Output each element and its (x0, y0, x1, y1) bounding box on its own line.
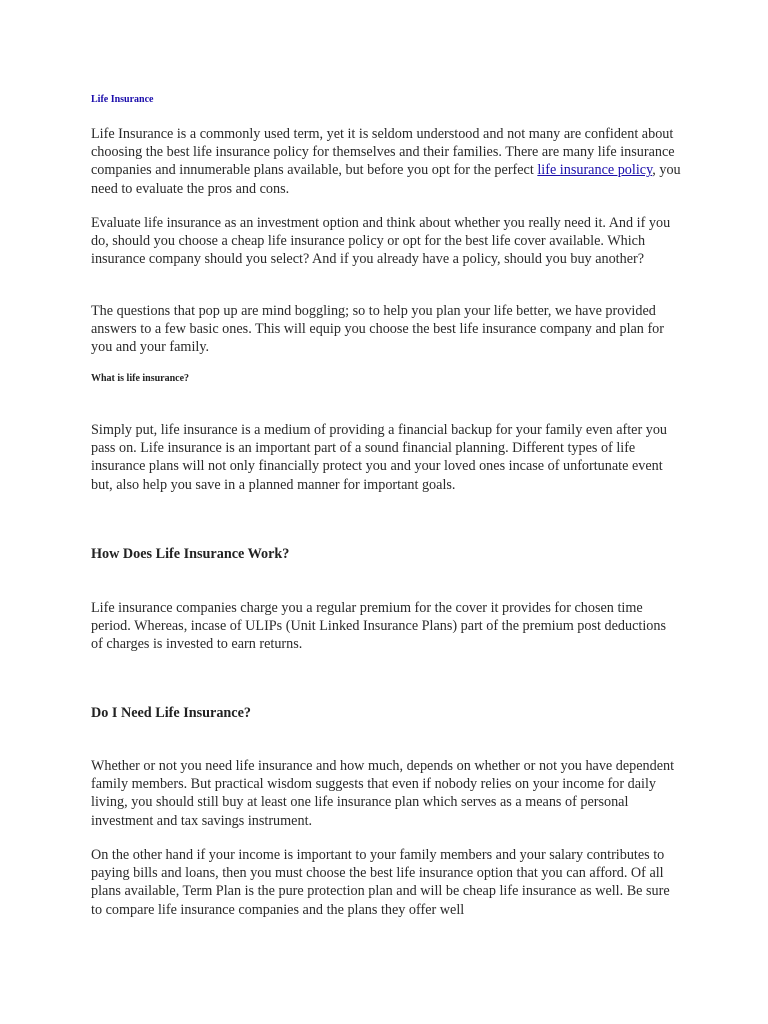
life-insurance-policy-link[interactable]: life insurance policy (537, 162, 653, 179)
intro-paragraph (91, 125, 681, 198)
intro-text-end: , you need to evaluate the pros and cons. (91, 162, 681, 197)
evaluate-paragraph: Evaluate life insurance as an investment option and think about whether you really need it. And if you do, should you choose a cheap life insurance policy or opt for the best life cover available. Which insurance company should you select? And if you already have a policy, should you buy another? (91, 215, 671, 268)
how-does-it-work-heading: How Does Life Insurance Work? (91, 546, 290, 562)
do-i-need-heading: Do I Need Life Insurance? (91, 705, 251, 721)
how-it-works-paragraph: Life insurance companies charge you a regular premium for the cover it provides for chosen time period. Whereas, incase of ULIPs (Unit Linked Insurance Plans) part of the premium post deductions of charges is invested to earn returns. (91, 600, 666, 653)
what-is-life-insurance-heading: What is life insurance? (91, 373, 190, 384)
intro-text: Life Insurance is a commonly used term, yet it is seldom understood and not many are confident about choosing the best life insurance policy for themselves and their families. There are many life insurance companies and innumerable plans available, but before you opt for the perfect (91, 126, 675, 179)
questions-paragraph: The questions that pop up are mind boggling; so to help you plan your life better, we have provided answers to a few basic ones. This will equip you choose the best life insurance company and plan for you and your family. (91, 303, 664, 356)
simply-put-paragraph: Simply put, life insurance is a medium of providing a financial backup for your family even after you pass on. Life insurance is an important part of a sound financial planning. Different types of life insurance plans will not only financially protect you and your loved ones incase of unfortunate event but, also help you save in a planned manner for important goals. (91, 422, 668, 493)
whether-or-not-paragraph: Whether or not you need life insurance and how much, depends on whether or not you have dependent family members. But practical wisdom suggests that even if nobody relies on your income for daily living, you should still buy at least one life insurance plan which serves as a means of personal investment and tax savings instrument. (91, 758, 675, 829)
other-hand-paragraph: On the other hand if your income is important to your family members and your salary contributes to paying bills and loans, then you must choose the best life insurance option that you can afford. Of all plans available, Term Plan is the pure protection plan and will be cheap life insurance as well. Be sure to compare life insurance companies and the plans they offer well (91, 847, 670, 918)
life-insurance-title-link[interactable]: Life Insurance (91, 94, 154, 105)
